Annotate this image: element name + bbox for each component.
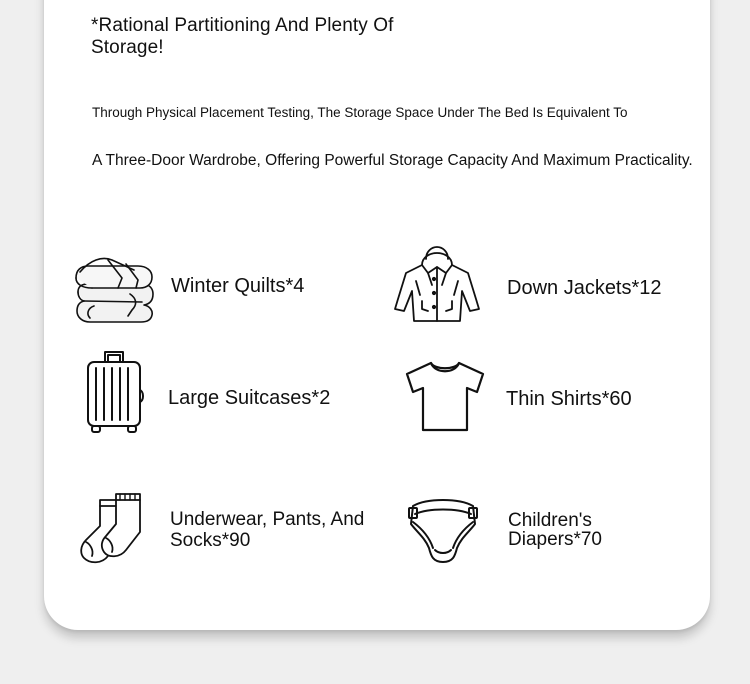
diaper-icon <box>407 498 479 566</box>
storage-headline: *Rational Partitioning And Plenty Of Storage! <box>91 15 394 58</box>
item-label-down-jackets: Down Jackets*12 <box>507 277 662 299</box>
storage-description-line-2: A Three-Door Wardrobe, Offering Powerful Storage Capacity And Maximum Practicality. <box>92 152 693 169</box>
t-shirt-icon <box>403 360 487 434</box>
item-label-underwear-socks: Underwear, Pants, And Socks*90 <box>170 509 365 551</box>
folded-quilts-icon <box>72 254 156 324</box>
item-label-thin-shirts: Thin Shirts*60 <box>506 388 632 410</box>
storage-description-line-1: Through Physical Placement Testing, The Storage Space Under The Bed Is Equivalent To <box>92 105 628 120</box>
suitcase-icon <box>84 350 144 436</box>
socks-icon <box>80 492 144 566</box>
item-label-childrens-diapers: Children's Diapers*70 <box>508 510 602 550</box>
item-label-large-suitcases: Large Suitcases*2 <box>168 387 331 409</box>
hooded-jacket-icon <box>392 245 482 323</box>
item-label-winter-quilts: Winter Quilts*4 <box>171 275 305 297</box>
